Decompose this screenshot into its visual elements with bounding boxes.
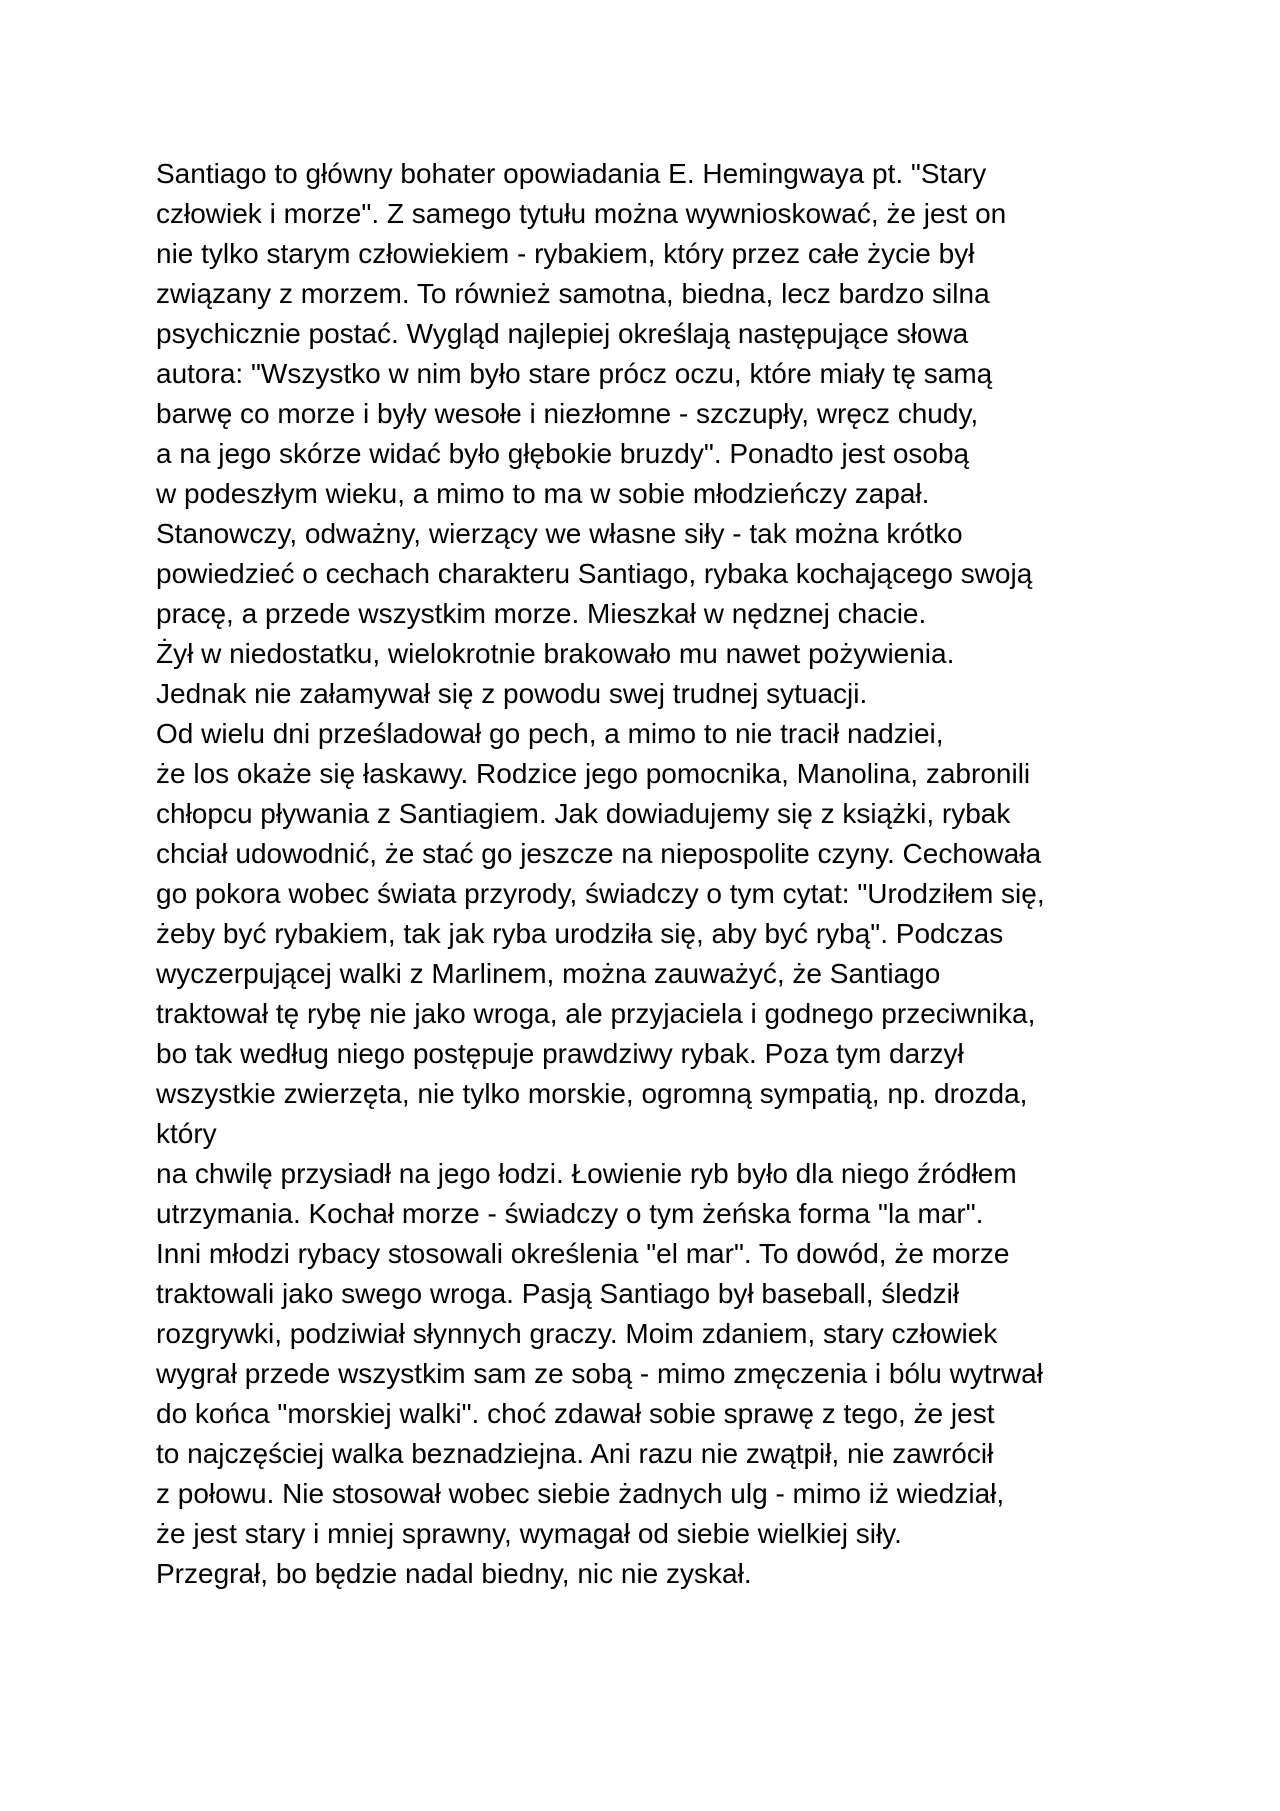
text-line: psychicznie postać. Wygląd najlepiej określają następujące słowa	[156, 318, 969, 349]
text-line: pracę, a przede wszystkim morze. Mieszkał w nędznej chacie.	[156, 598, 927, 629]
text-line: wygrał przede wszystkim sam ze sobą - mimo zmęczenia i bólu wytrwał	[156, 1358, 1043, 1389]
text-line: rozgrywki, podziwiał słynnych graczy. Moim zdaniem, stary człowiek	[156, 1318, 998, 1349]
text-line: powiedzieć o cechach charakteru Santiago, rybaka kochającego swoją	[156, 558, 1033, 589]
text-line: do końca "morskiej walki". choć zdawał sobie sprawę z tego, że jest	[156, 1398, 995, 1429]
text-line: go pokora wobec świata przyrody, świadczy o tym cytat: "Urodziłem się,	[156, 878, 1045, 909]
text-line: barwę co morze i były wesołe i niezłomne - szczupły, wręcz chudy,	[156, 398, 979, 429]
text-line: autora: "Wszystko w nim było stare prócz oczu, które miały tę samą	[156, 358, 993, 389]
text-line: Od wielu dni prześladował go pech, a mimo to nie tracił nadziei,	[156, 718, 944, 749]
text-line: traktował tę rybę nie jako wroga, ale przyjaciela i godnego przeciwnika,	[156, 998, 1036, 1029]
text-line: człowiek i morze". Z samego tytułu można wywnioskować, że jest on	[156, 198, 1007, 229]
text-line: Przegrał, bo będzie nadal biedny, nic nie zyskał.	[156, 1558, 752, 1589]
text-line: na chwilę przysiadł na jego łodzi. Łowienie ryb było dla niego źródłem	[156, 1158, 1017, 1189]
text-line: traktowali jako swego wroga. Pasją Santiago był baseball, śledził	[156, 1278, 960, 1309]
text-line: Jednak nie załamywał się z powodu swej trudnej sytuacji.	[156, 678, 868, 709]
text-line: bo tak według niego postępuje prawdziwy rybak. Poza tym darzył	[156, 1038, 964, 1069]
text-line: wyczerpującej walki z Marlinem, można zauważyć, że Santiago	[156, 958, 941, 989]
text-line: chłopcu pływania z Santiagiem. Jak dowiadujemy się z książki, rybak	[156, 798, 1011, 829]
text-line: że los okaże się łaskawy. Rodzice jego pomocnika, Manolina, zabronili	[156, 758, 1031, 789]
text-line: żeby być rybakiem, tak jak ryba urodziła się, aby być rybą". Podczas	[156, 918, 1004, 949]
text-line: a na jego skórze widać było głębokie bruzdy". Ponadto jest osobą	[156, 438, 970, 469]
text-line: Santiago to główny bohater opowiadania E. Hemingwaya pt. "Stary	[156, 158, 987, 189]
text-line: nie tylko starym człowiekiem - rybakiem, który przez całe życie był	[156, 238, 975, 269]
text-line: utrzymania. Kochał morze - świadczy o tym żeńska forma "la mar".	[156, 1198, 984, 1229]
text-line: związany z morzem. To również samotna, biedna, lecz bardzo silna	[156, 278, 990, 309]
text-line: chciał udowodnić, że stać go jeszcze na niepospolite czyny. Cechowała	[156, 838, 1042, 869]
text-line: z połowu. Nie stosował wobec siebie żadnych ulg - mimo iż wiedział,	[156, 1478, 1005, 1509]
text-line: to najczęściej walka beznadziejna. Ani razu nie zwątpił, nie zawrócił	[156, 1438, 994, 1469]
text-line: Stanowczy, odważny, wierzący we własne siły - tak można krótko	[156, 518, 963, 549]
text-line: wszystkie zwierzęta, nie tylko morskie, ogromną sympatią, np. drozda,	[156, 1078, 1028, 1109]
text-line: Inni młodzi rybacy stosowali określenia "el mar". To dowód, że morze	[156, 1238, 1010, 1269]
text-line: w podeszłym wieku, a mimo to ma w sobie młodzieńczy zapał.	[156, 478, 930, 509]
essay-body	[156, 154, 1156, 1594]
text-line: Żył w niedostatku, wielokrotnie brakowało mu nawet pożywienia.	[156, 638, 955, 669]
text-line: który	[156, 1118, 217, 1149]
text-line: że jest stary i mniej sprawny, wymagał od siebie wielkiej siły.	[156, 1518, 902, 1549]
